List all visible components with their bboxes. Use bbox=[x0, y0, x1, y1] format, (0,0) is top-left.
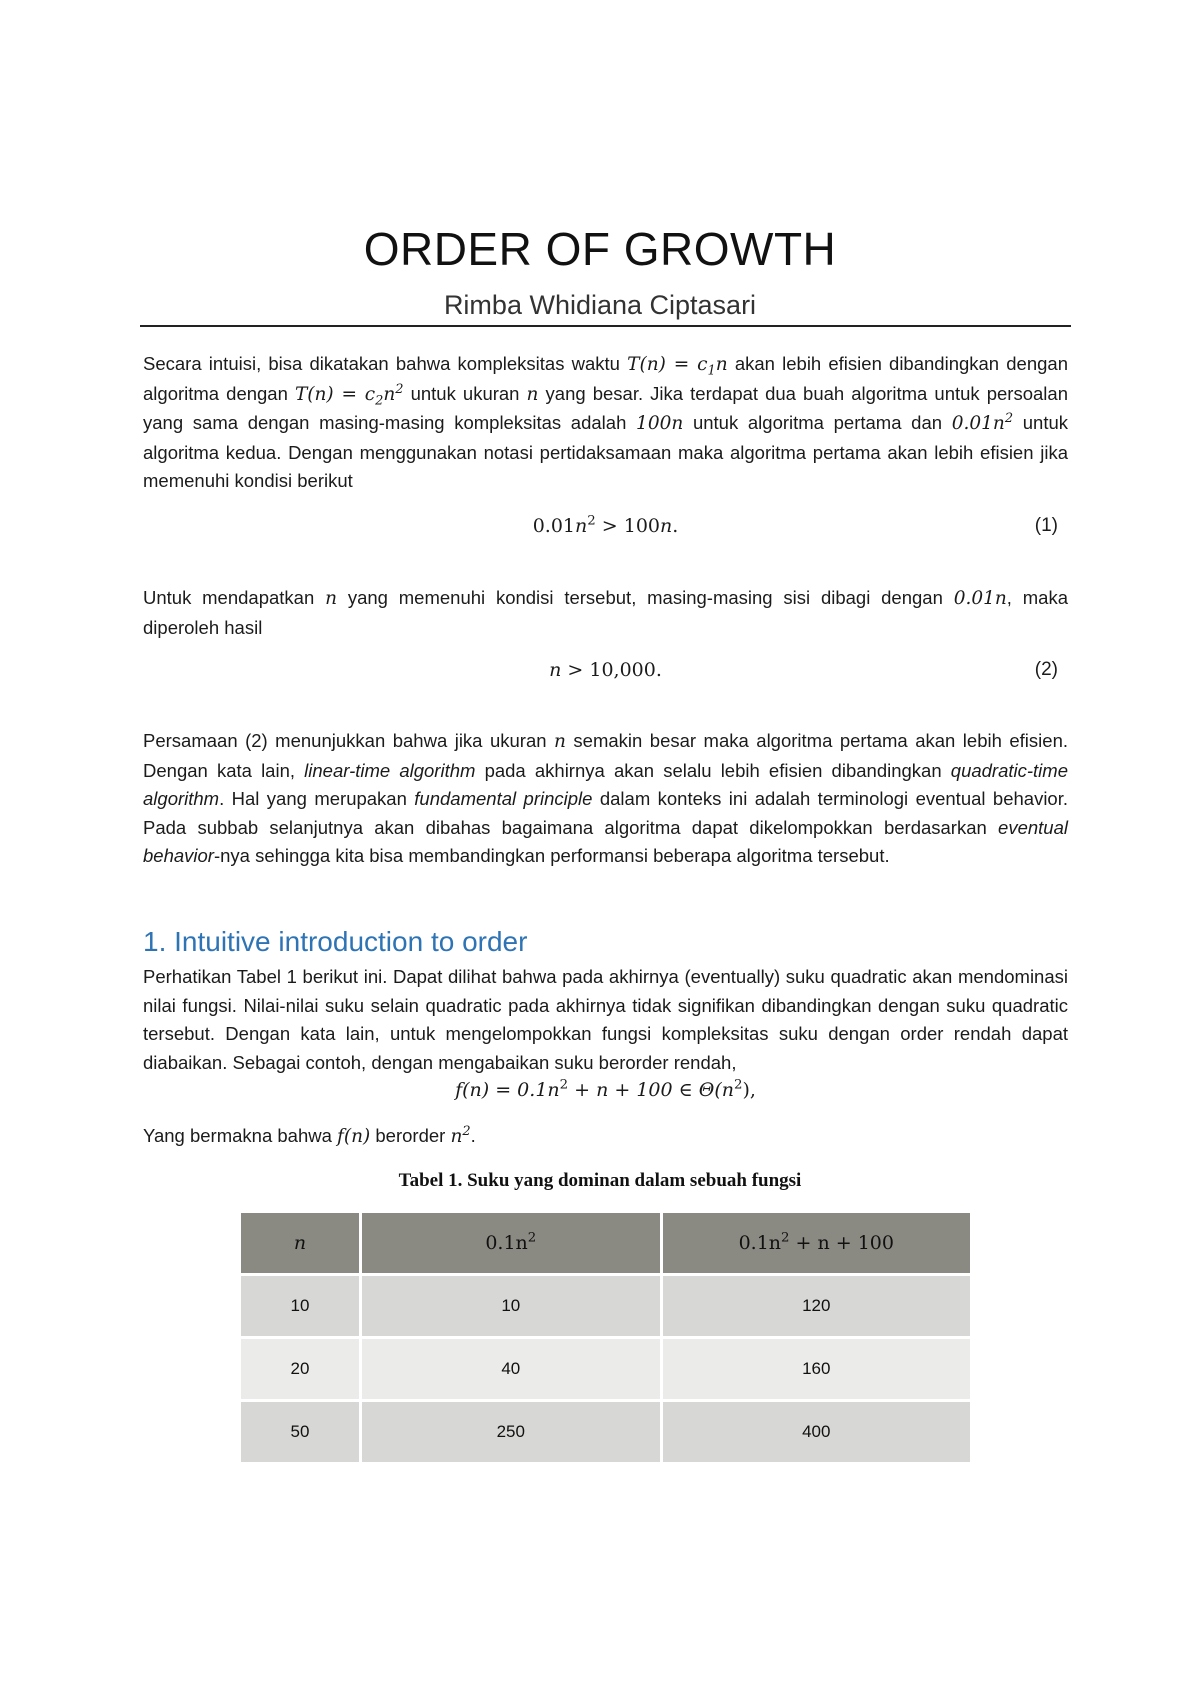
equation-1-body: $0.01n^2 > 100n$. bbox=[532, 513, 679, 537]
term-eventual-behavior: eventual behavior bbox=[143, 816, 1068, 867]
equation-2-number: (2) bbox=[1034, 659, 1058, 680]
table-row bbox=[241, 1339, 970, 1399]
header-full-function: $0.1n^2 + n + 100$ bbox=[663, 1213, 970, 1273]
document-author: Rimba Whidiana Ciptasari bbox=[443, 290, 757, 320]
term-linear-time: linear-time algorithm bbox=[304, 759, 476, 781]
cell-quadratic: 40 bbox=[362, 1339, 660, 1399]
table-caption: Tabel 1. Suku yang dominan dalam sebuah fungsi bbox=[398, 1170, 802, 1191]
cell-n: 10 bbox=[241, 1276, 359, 1336]
formula-001n: 0.01n bbox=[953, 588, 1007, 609]
intro-text-1: Secara intuisi, bisa dikatakan bahwa kompleksitas waktu bbox=[143, 353, 628, 374]
cell-total: 400 bbox=[663, 1402, 970, 1462]
paragraph-3: Persamaan (2) menunjukkan bahwa jika ukuran n semakin besar maka algoritma pertama akan lebih efisien. Dengan kata lain, linear-time algorithm pada akhirnya akan selalu lebih efisien dibandingkan quadratic-time algorithm. Hal yang merupakan fundamental principle dalam konteks ini adalah terminologi eventual behavior. Pada subbab selanjutnya akan dibahas bagaimana algoritma dapat dikelompokkan berdasarkan eventual behavior-nya sehingga kita bisa membandingkan performansi beberapa algoritma tersebut. bbox=[143, 730, 1069, 867]
cell-n: 50 bbox=[241, 1402, 359, 1462]
equation-1-number: (1) bbox=[1034, 515, 1058, 536]
formula-n2: $n^2$ bbox=[450, 1123, 471, 1147]
intro-text-6: untuk algoritma kedua. Dengan menggunakan notasi pertidaksamaan maka algoritma pertama akan lebih efisien jika memenuhi kondisi berikut bbox=[143, 412, 1069, 492]
paragraph-2: Untuk mendapatkan n yang memenuhi kondisi tersebut, masing-masing sisi dibagi dengan 0.01n, maka diperoleh hasil bbox=[143, 587, 1068, 638]
table-row bbox=[241, 1402, 970, 1462]
document-page: ORDER OF GROWTH Rimba Whidiana Ciptasari Secara intuisi, bisa dikatakan bahwa kompleksitas waktu $T(n) = c_1n$ akan lebih efisien dibandingkan dengan algoritma dengan $T(n) = c_2n^2$ untuk ukuran n yang besar. Jika terdapat dua buah algoritma untuk persoalan yang sama dengan masing-masing kompleksitas adalah 100n untuk algoritma pertama dan $0.01n^2$ untuk algoritma kedua. Dengan menggunakan notasi pertidaksamaan maka algoritma pertama akan lebih efisien jika memenuhi kondisi berikut $0.01n^2 > 100n$. (1) Untuk mendapatkan n yang memenuhi kondisi tersebut, masing-masing sisi dibagi dengan 0.01n, maka diperoleh hasil n > 10,000. (2) Persamaan (2) menunjukkan bahwa jika ukuran n semakin besar maka algoritma pertama akan lebih efisien. Dengan kata lain, linear-time algorithm pada akhirnya akan selalu lebih efisien dibandingkan quadratic-time algorithm. Hal yang merupakan fundamental principle dalam konteks ini adalah terminologi eventual behavior. Pada subbab selanjutnya akan dibahas bagaimana algoritma dapat dikelompokkan berdasarkan eventual behavior-nya sehingga kita bisa membandingkan performansi beberapa algoritma tersebut. 1. Intuitive introduction to order Perhatikan Tabel 1 berikut ini. Dapat dilihat bahwa pada akhirnya (eventually) suku quadratic akan mendominasi nilai fungsi. Nilai-nilai suku selain quadratic pada akhirnya tidak signifikan dibandingkan dengan suku quadratic tersebut. Dengan kata lain, untuk mengelompokkan fungsi kompleksitas suku dengan order rendah dapat diabaikan. Sebagai contoh, dengan mengabaikan suku berorder rendah, $f(n) = 0.1n^2 + n + 100$ ∈ $\Theta(n^2)$, Yang bermakna bahwa f(n) berorder $n^2$. Tabel 1. Suku yang dominan dalam sebuah fungsi n $0.1n^2$ $0.1n^2 + n + 100$ 10 10 120 20 40 160 50 250 400 bbox=[0, 0, 1200, 1698]
intro-text-5: untuk algoritma pertama dan bbox=[683, 412, 952, 434]
intro-text-4: yang besar. Jika terdapat dua buah algoritma untuk persoalan yang sama dengan masing-masing kompleksitas adalah bbox=[143, 382, 1068, 434]
formula-t-c1n: $T(n) = c_1n$ bbox=[627, 354, 728, 379]
cell-total: 120 bbox=[663, 1276, 970, 1336]
section-paragraph: Perhatikan Tabel 1 berikut ini. Dapat dilihat bahwa pada akhirnya (eventually) suku quadratic akan mendominasi nilai fungsi. Nilai-nilai suku selain quadratic pada akhirnya tidak signifikan dibandingkan dengan suku quadratic tersebut. Dengan kata lain, untuk mengelompokkan fungsi kompleksitas suku dengan order rendah dapat diabaikan. Sebagai contoh, dengan mengabaikan suku berorder rendah, bbox=[143, 966, 1068, 1073]
title-divider bbox=[140, 325, 1071, 327]
header-01n2: $0.1n^2$ bbox=[362, 1213, 660, 1273]
dominant-term-table bbox=[238, 1210, 973, 1465]
cell-total: 160 bbox=[663, 1339, 970, 1399]
table-header-row bbox=[241, 1213, 970, 1273]
intro-paragraph bbox=[143, 350, 1068, 496]
formula-fn: f(n) bbox=[337, 1126, 371, 1147]
cell-quadratic: 250 bbox=[362, 1402, 660, 1462]
section-heading: 1. Intuitive introduction to order bbox=[143, 926, 528, 957]
variable-n: n bbox=[325, 588, 337, 609]
cell-quadratic: 10 bbox=[362, 1276, 660, 1336]
variable-n: n bbox=[526, 383, 539, 405]
term-fundamental-principle: fundamental principle bbox=[414, 788, 593, 810]
variable-n: n bbox=[554, 731, 566, 752]
document-title: ORDER OF GROWTH bbox=[363, 223, 837, 275]
formula-001n2: $0.01n^2$ bbox=[951, 411, 1014, 435]
cell-n: 20 bbox=[241, 1339, 359, 1399]
table-row bbox=[241, 1276, 970, 1336]
intro-text-3: untuk ukuran bbox=[403, 382, 527, 404]
header-n: n bbox=[241, 1213, 359, 1273]
intro-text-2: akan lebih efisien dibandingkan dengan algoritma dengan bbox=[143, 353, 1068, 404]
formula-t-c2n2: $T(n) = c_2n^2$ bbox=[294, 381, 404, 409]
term-quadratic-time: quadratic-time algorithm bbox=[143, 759, 1068, 810]
conclusion-sentence: Yang bermakna bahwa f(n) berorder $n^2$. bbox=[143, 1123, 476, 1147]
formula-100n: 100n bbox=[636, 413, 684, 435]
equation-2-body: n > 10,000. bbox=[549, 659, 662, 681]
